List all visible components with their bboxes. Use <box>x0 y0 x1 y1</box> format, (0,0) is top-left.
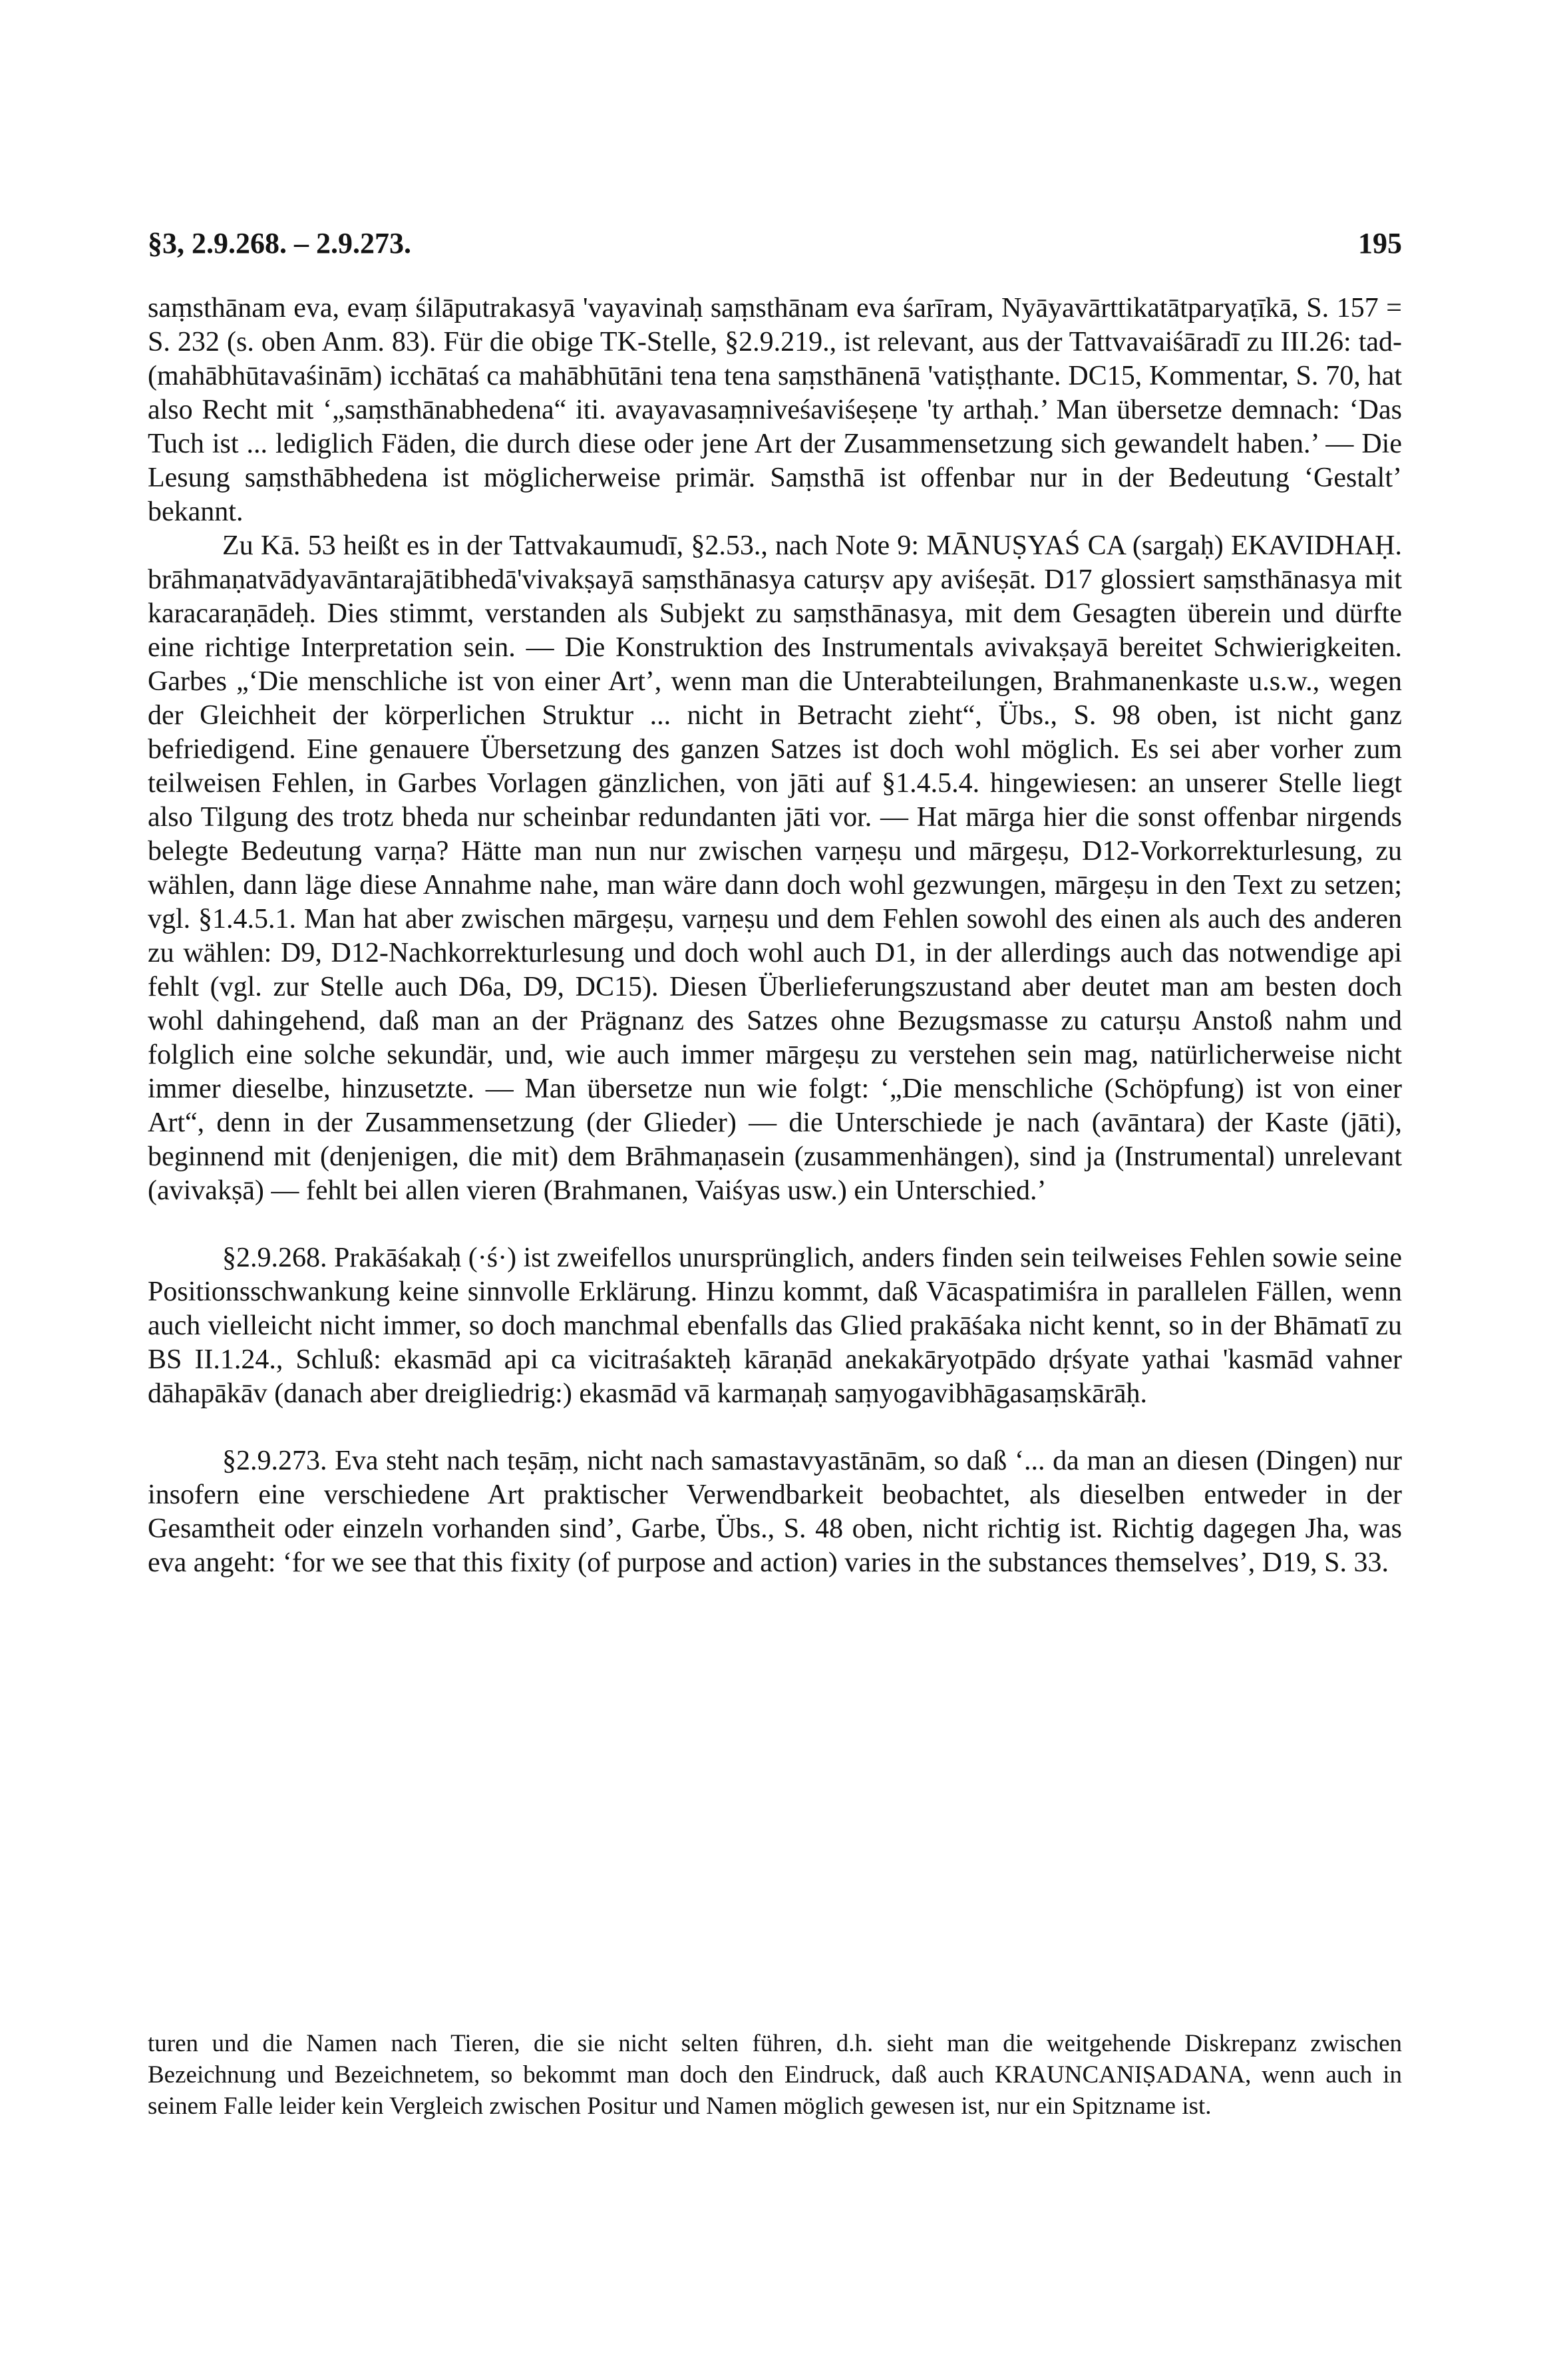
section-reference: §3, 2.9.268. – 2.9.273. <box>148 227 411 260</box>
main-text <box>148 292 1402 1580</box>
paragraph: Zu Kā. 53 heißt es in der Tattvakaumudī, §2.53., nach Note 9: MĀNUṢYAŚ CA (sargaḥ) EKAVIDHAḤ. brāhmaṇatvādyavāntarajātibhedā'vivakṣayā saṃsthānasya caturṣv apy aviśeṣāt. D17 glossiert saṃsthānasya mit karacaraṇādeḥ. Dies stimmt, verstanden als Subjekt zu saṃsthānasya, mit dem Gesagten überein und dürfte eine richtige Interpretation sein. — Die Konstruktion des Instrumentals avivakṣayā bereitet Schwierigkeiten. Garbes „‘Die menschliche ist von einer Art’, wenn man die Unterabteilungen, Brahmanenkaste u.s.w., wegen der Gleichheit der körperlichen Struktur ... nicht in Betracht zieht“, Übs., S. 98 oben, ist nicht ganz befriedigend. Eine genauere Übersetzung des ganzen Satzes ist doch wohl möglich. Es sei aber vorher zum teilweisen Fehlen, in Garbes Vorlagen gänzlichen, von jāti auf §1.4.5.4. hingewiesen: an unserer Stelle liegt also Tilgung des trotz bheda nur scheinbar redundanten jāti vor. — Hat mārga hier die sonst offenbar nirgends belegte Bedeutung varṇa? Hätte man nun nur zwischen varṇeṣu und mārgeṣu, D12-Vorkorrekturlesung, zu wählen, dann läge diese Annahme nahe, man wäre dann doch wohl gezwungen, mārgeṣu in den Text zu setzen; vgl. §1.4.5.1. Man hat aber zwischen mārgeṣu, varṇeṣu und dem Fehlen sowohl des einen als auch des anderen zu wählen: D9, D12-Nachkorrekturlesung und doch wohl auch D1, in der allerdings auch das notwendige api fehlt (vgl. zur Stelle auch D6a, D9, DC15). Diesen Überlieferungszustand aber deutet man am besten doch wohl dahingehend, daß man an der Prägnanz des Satzes ohne Bezugsmasse zu caturṣu Anstoß nahm und folglich eine solche sekundär, und, wie auch immer mārgeṣu zu verstehen sein mag, natürlicherweise nicht immer dieselbe, hinzusetzte. — Man übersetze nun wie folgt: ‘„Die menschliche (Schöpfung) ist von einer Art“, denn in der Zusammensetzung (der Glieder) — die Unterschiede je nach (avāntara) der Kaste (jāti), beginnend mit (denjenigen, die mit) dem Brāhmaṇasein (zusammenhängen), sind ja (Instrumental) unrelevant (avivakṣā) — fehlt bei allen vieren (Brahmanen, Vaiśyas usw.) ein Unterschied.’ <box>148 530 1402 1206</box>
page-number: 195 <box>1358 227 1402 260</box>
paragraph: §2.9.268. Prakāśakaḥ (·ś·) ist zweifellos unursprünglich, anders finden sein teilweises Fehlen sowie seine Positionsschwankung keine sinnvolle Erklärung. Hinzu kommt, daß Vācaspatimiśra in parallelen Fällen, wenn auch vielleicht nicht immer, so doch manchmal ebenfalls das Glied prakāśaka nicht kennt, so in der Bhāmatī zu BS II.1.24., Schluß: ekasmād api ca vicitraśakteḥ kāraṇād anekakāryotpādo dṛśyate yathai 'kasmād vahner dāhapākāv (danach aber dreigliedrig:) ekasmād vā karmaṇaḥ saṃyogavibhāgasaṃskārāḥ. <box>148 1243 1402 1409</box>
paragraph: §2.9.273. Eva steht nach teṣāṃ, nicht nach samastavyastānām, so daß ‘... da man an diesen (Dingen) nur insofern eine verschiedene Art praktischer Verwendbarkeit beobachtet, als dieselben entweder in der Gesamtheit oder einzeln vorhanden sind’, Garbe, Übs., S. 48 oben, nicht richtig ist. Richtig dagegen Jha, was eva angeht: ‘for we see that this fixity (of purpose and action) varies in the substances themselves’, D19, S. 33. <box>148 1446 1402 1578</box>
footnote-text: turen und die Namen nach Tieren, die sie nicht selten führen, d.h. sieht man die weitgehende Diskrepanz zwischen Bezeichnung und Bezeichnetem, so bekommt man doch den Eindruck, daß auch KRAUNCANIṢADANA, wenn auch in seinem Falle leider kein Vergleich zwischen Positur und Namen möglich gewesen ist, nur ein Spitzname ist. <box>148 2030 1402 2120</box>
footnote-continuation <box>148 2028 1402 2122</box>
paragraph: saṃsthānam eva, evaṃ śilāputrakasyā 'vayavinaḥ saṃsthānam eva śarīram, Nyāyavārttikatātparyaṭīkā, S. 157 = S. 232 (s. oben Anm. 83). Für die obige TK-Stelle, §2.9.219., ist relevant, aus der Tattvavaiśāradī zu III.26: tad-(mahābhūtavaśinām) icchātaś ca mahābhūtāni tena tena saṃsthānenā 'vatiṣṭhante. DC15, Kommentar, S. 70, hat also Recht mit ‘„saṃsthānabhedena“ iti. avayavasaṃniveśaviśeṣeṇe 'ty arthaḥ.’ Man übersetze demnach: ‘Das Tuch ist ... lediglich Fäden, die durch diese oder jene Art der Zusammensetzung sich gewandelt haben.’ — Die Lesung saṃsthābhedena ist möglicherweise primär. Saṃsthā ist offenbar nur in der Bedeutung ‘Gestalt’ bekannt. <box>148 293 1402 527</box>
running-header <box>148 226 1402 260</box>
